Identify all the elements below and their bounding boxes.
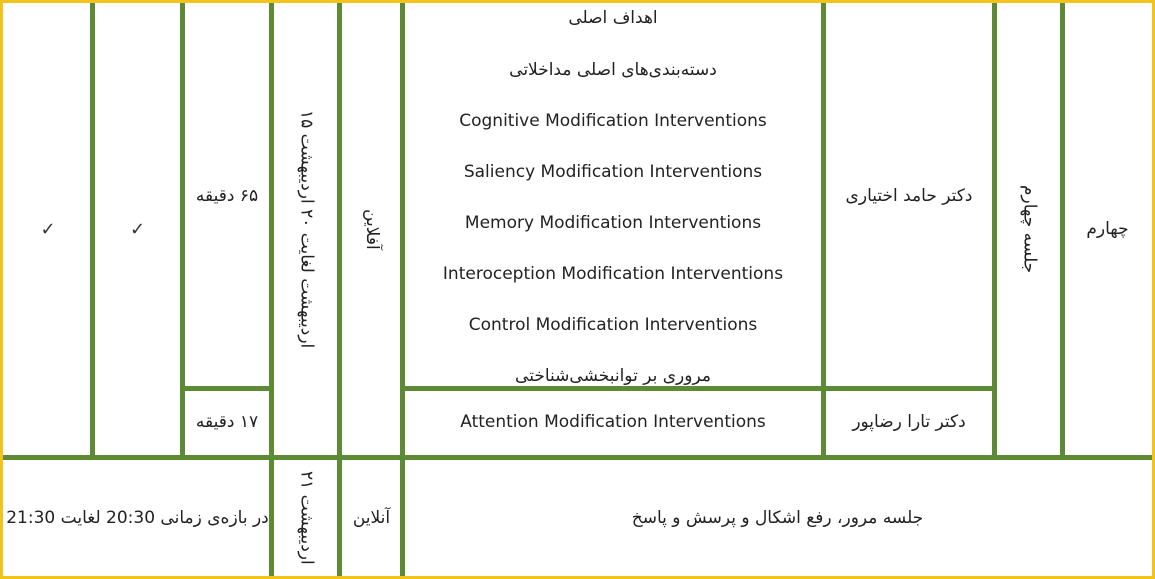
instructor-main-cell xyxy=(823,3,995,389)
grid-line xyxy=(90,3,95,455)
topic-item: اهداف اصلی xyxy=(568,8,658,28)
grid-line xyxy=(400,3,405,576)
mode: آفلاین xyxy=(362,208,383,250)
duration-sub: ۱۷ دقیقه xyxy=(195,411,259,432)
session-number: چهارم xyxy=(1086,218,1129,239)
topic-sub-cell xyxy=(403,389,823,455)
check-cell-b xyxy=(93,3,182,455)
check-cell-a xyxy=(3,3,93,455)
review-date: ۲۱ اردیبهشت xyxy=(296,471,317,565)
topic-item: Cognitive Modification Interventions xyxy=(459,111,767,131)
instructor-sub: دکتر تارا رضاپور xyxy=(852,411,966,432)
grid-line xyxy=(1060,3,1065,455)
topics-cell xyxy=(403,3,823,389)
topic-item: Memory Modification Interventions xyxy=(464,213,762,233)
date-range-cell xyxy=(272,3,340,455)
date-range: ۱۵ اردیبهشت لغایت ۲۰ اردیبهشت xyxy=(296,109,317,349)
grid-line xyxy=(3,455,1152,460)
grid-line xyxy=(403,386,995,391)
mode-cell xyxy=(340,3,403,455)
check-icon: ✓ xyxy=(40,218,56,240)
review-title: جلسه مرور، رفع اشکال و پرسش و پاسخ xyxy=(631,507,924,528)
topic-item: Interoception Modification Interventions xyxy=(442,264,784,284)
topic-item: مروری بر توانبخشی‌شناختی xyxy=(515,366,711,386)
topic-item: Control Modification Interventions xyxy=(468,315,758,335)
grid-line xyxy=(337,3,342,576)
duration-main: ۶۵ دقیقه xyxy=(195,185,259,206)
duration-main-cell xyxy=(182,3,272,389)
review-date-cell xyxy=(272,460,340,576)
review-mode-cell xyxy=(340,460,403,576)
instructor-main: دکتر حامد اختیاری xyxy=(845,185,973,206)
session-title: جلسه چهارم xyxy=(1019,184,1040,274)
session-number-cell xyxy=(1063,3,1152,455)
instructor-sub-cell xyxy=(823,389,995,455)
topic-item: دسته‌بندی‌های اصلی مداخلاتی xyxy=(509,60,717,80)
topic-sub: Attention Modification Interventions xyxy=(460,411,766,432)
grid-line xyxy=(269,3,274,576)
review-mode: آنلاین xyxy=(352,507,391,528)
review-title-cell xyxy=(403,460,1152,576)
grid-line xyxy=(182,386,272,391)
check-icon: ✓ xyxy=(129,218,146,240)
review-time-cell xyxy=(3,460,272,576)
session-title-cell xyxy=(995,3,1063,455)
duration-sub-cell xyxy=(182,389,272,455)
topic-item: Saliency Modification Interventions xyxy=(463,162,763,182)
review-time: در بازه‌ی زمانی 20:30 لغایت 21:30 xyxy=(6,507,269,528)
